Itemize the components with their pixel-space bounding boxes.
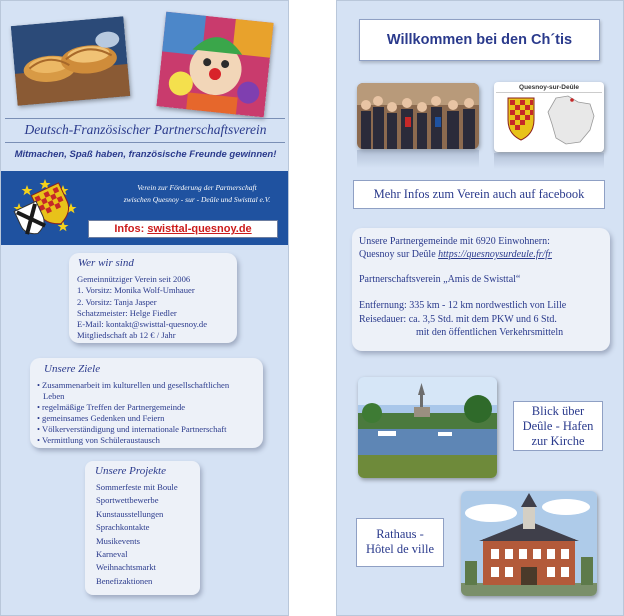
list-item: Sportwettbewerbe <box>96 495 159 506</box>
unsere-projekte-card <box>85 461 200 595</box>
unsere-projekte-list <box>96 481 178 588</box>
banner-line-1: Verein zur Förderung der Partnerschaft <box>137 183 257 192</box>
group-photo-reflection <box>357 150 479 168</box>
list-item: • Zusammenarbeit im kulturellen und gesellschaftlichen <box>37 380 229 391</box>
list-item: Musikevents <box>96 535 140 546</box>
right-panel <box>336 0 624 616</box>
list-item: • gemeinsames Gedenken und Feiern <box>37 413 229 424</box>
wer-wir-sind-lines <box>77 274 207 342</box>
town-name: Quesnoy sur Deûle <box>359 249 439 260</box>
distance-line: Entfernung: 335 km - 12 km nordwestlich von Lille <box>359 300 567 311</box>
map-reflection <box>494 153 604 169</box>
title-bottom-rule <box>5 142 285 143</box>
caption-line: Rathaus - <box>376 527 424 541</box>
river-caption <box>513 401 603 451</box>
wer-wir-sind-card <box>69 253 237 343</box>
unsere-projekte-title: Unsere Projekte <box>95 465 166 477</box>
facebook-link-box[interactable]: Mehr Infos zum Verein auch auf facebook <box>353 180 605 209</box>
travel-time-line: Reisedauer: ca. 3,5 Std. mit dem PKW und 6 Std. <box>359 314 557 325</box>
title-top-rule <box>5 118 285 119</box>
association-banner <box>1 171 289 245</box>
info-line: 1. Vorsitz: Monika Wolf-Umhauer <box>77 285 195 296</box>
list-item: Kunstausstellungen <box>96 508 164 519</box>
tagline: Mitmachen, Spaß haben, französische Freunde gewinnen! <box>14 149 277 160</box>
coat-of-arms-map <box>494 82 604 152</box>
townhall-caption <box>356 518 444 567</box>
caption-line: Blick über <box>531 404 585 418</box>
list-item: • regelmäßige Treffen der Partnergemeinde <box>37 402 229 413</box>
info-line: Schatzmeister: Helge Fiedler <box>77 307 177 318</box>
caption-line: Hôtel de ville <box>365 542 435 556</box>
email-line[interactable]: E-Mail: kontakt@swisttal-quesnoy.de <box>77 319 208 330</box>
list-item: Benefizaktionen <box>96 575 153 586</box>
population-line: Unsere Partnergemeinde mit 6920 Einwohnern: <box>359 236 550 247</box>
group-crowd-photo <box>357 83 479 149</box>
infos-website-link[interactable]: swisttal-quesnoy.de <box>147 223 252 235</box>
welcome-heading: Willkommen bei den Ch´tis <box>359 19 600 61</box>
list-item: Weihnachtsmarkt <box>96 562 156 573</box>
list-item: • Vermittlung von Schüleraustausch <box>37 435 229 446</box>
list-item-continuation: Leben <box>43 390 65 401</box>
unsere-ziele-card <box>30 358 263 448</box>
info-line: Gemeinnütziger Verein seit 2006 <box>77 274 191 284</box>
info-line: 2. Vorsitz: Tanja Jasper <box>77 296 157 307</box>
caption-line: zur Kirche <box>531 434 585 448</box>
info-line: Mitgliedschaft ab 12 € / Jahr <box>77 330 176 341</box>
europe-coat-of-arms-logo <box>9 175 81 241</box>
banner-line-2: zwischen Quesnoy - sur - Deûle und Swisttal e.V. <box>123 195 271 204</box>
list-item: Sprachkontakte <box>96 522 150 533</box>
croissant-photo <box>11 16 131 106</box>
org-title: Deutsch-Französischer Partnerschaftsverein <box>24 122 267 137</box>
unsere-ziele-list <box>37 380 229 445</box>
list-item: Karneval <box>96 549 128 560</box>
unsere-ziele-title: Unsere Ziele <box>44 363 101 375</box>
caption-line: Deûle - Hafen <box>522 419 594 433</box>
partner-info-card <box>352 228 610 351</box>
partner-association-line: Partnerschaftsverein „Amis de Swisttal“ <box>359 274 521 285</box>
travel-time-line-continued: mit den öffentlichen Verkehrsmitteln <box>416 327 564 338</box>
river-harbor-photo <box>358 377 497 478</box>
townhall-photo <box>461 491 597 596</box>
list-item: Sommerfeste mit Boule <box>96 482 178 492</box>
town-website-link[interactable]: https://quesnoysurdeule.fr/fr <box>438 249 552 260</box>
left-panel <box>0 0 289 616</box>
infos-label: Infos: <box>114 223 145 235</box>
map-label: Quesnoy-sur-Deûle <box>519 84 579 91</box>
carnival-clown-photo <box>156 12 273 118</box>
infos-website-box[interactable] <box>88 220 278 238</box>
wer-wir-sind-title: Wer wir sind <box>78 257 134 269</box>
website-line <box>359 249 552 260</box>
list-item: • Völkerverständigung und internationale Partnerschaft <box>37 424 229 435</box>
